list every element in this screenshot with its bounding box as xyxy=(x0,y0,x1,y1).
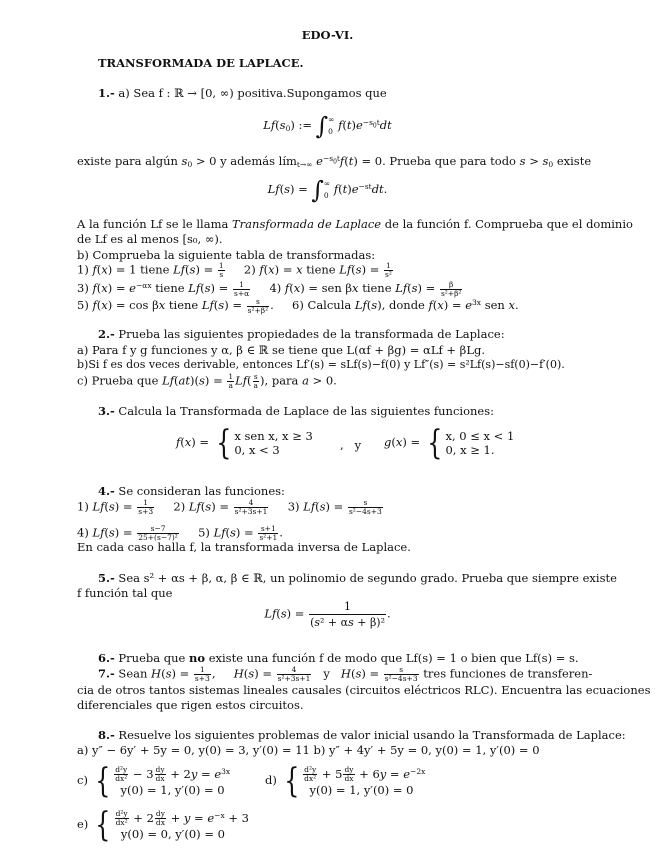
problem-2b: b)Si f es dos veces derivable, entonces Lf′(s) = sLf(s)−f(0) y Lf″(s) = s²Lf(s)−sf(0)−f′(0). xyxy=(77,358,565,371)
problem-1-intro xyxy=(98,86,387,101)
piecewise-g: g(x) = { x, 0 ≤ x < 1 0, x ≥ 1. xyxy=(384,423,515,463)
problem-5-intro: 5.- Sea s² + αs + β, α, β ∈ ℝ, un polinomio de segundo grado. Prueba que siempre existe xyxy=(98,571,617,585)
problem-5-line2: f función tal que xyxy=(77,586,173,600)
problem-6: 6.- Prueba que no existe una función f de modo que Lf(s) = 1 o bien que Lf(s) = s. xyxy=(98,651,579,665)
problem-1-line2: existe para algún $s_0 > 0$ y además lím$_{t\to\infty}$ $e^{-s_0t}f(t) = 0$. Prueba que para todo $s > s_0$ existe xyxy=(77,154,592,169)
problem-4-intro: 4.- Se consideran las funciones: xyxy=(98,484,285,498)
problem-4-row-2: 4) Lf(s) = $\frac{s-7}{\text{25+(s−7)²}}$ 5) Lf(s) = $\frac{s+1}{\text{s²+1}}$ . xyxy=(77,524,283,542)
problem-8d: d) { $\frac{\text{d²y}}{\text{dx²}}$ + 5 $\frac{dy}{dx}$ + $6y = e^{-2x}$ y(0) = 1, y′(0) = 0 xyxy=(265,761,426,801)
domain-statement: de Lf es al menos [s₀, ∞). xyxy=(77,232,223,246)
page-title: TRANSFORMADA DE LAPLACE. xyxy=(98,56,304,70)
problem-7-line2: cia de otros tantos sistemas lineales causales (circuitos eléctricos RLC). Encuentra las ecuaciones xyxy=(77,683,651,697)
problem-7-line3: diferenciales que rigen estos circuitos. xyxy=(77,698,304,712)
table-row-1: 1) f(x) = 1 tiene Lf(s) = $\frac{1}{s}$ 2) f(x) = x tiene Lf(s) = $\frac{1}{\text{s²}}$ xyxy=(77,261,392,279)
problem-2-intro: 2.- Prueba las siguientes propiedades de la transformada de Laplace: xyxy=(98,327,505,341)
table-row-3: 5) f(x) = cos βx tiene Lf(s) = $\frac{s}{\text{s²+β²}}$ . 6) Calcula Lf(s), donde $f(x) = e^{3x}$ sen x. xyxy=(77,296,519,315)
problem-number: 1.- xyxy=(98,86,115,100)
problem-7-intro: 7.- Sean H(s) = $\frac{1}{s+3}$ , H(s) = $\frac{4}{\text{s²+3s+1}}$ y H(s) = $\frac{s}{\text{s²−4s+3}}$ tres funciones de transferen- xyxy=(98,665,593,683)
problem-1a-text: a) Sea f : ℝ → [0, ∞) positiva.Supongamos que xyxy=(114,86,387,100)
formula-problem-5: Lf(s) = $\frac{1}{\text{(s² + αs + β)²}}$ . xyxy=(264,600,391,629)
problem-8c: c) { $\frac{\text{d²y}}{\text{dx²}}$ − 3 $\frac{dy}{dx}$ + $2y = e^{3x}$ y(0) = 1, y′(0) = 0 xyxy=(77,761,231,801)
laplace-definition: A la función Lf se le llama Transformada de Laplace de la función f. Comprueba que el dominio xyxy=(77,217,633,231)
formula-lf-s0: $Lf(s_0)$ := ∫∞ 0 $f(t)e^{-s_0t}dt$ xyxy=(263,111,392,140)
problem-2c: c) Prueba que Lf(at)(s) = $\frac{1}{a}$ Lf( $\frac{s}{a}$ ), para a > 0. xyxy=(77,372,337,390)
problem-2a: a) Para f y g funciones y α, β ∈ ℝ se tiene que L(αf + βg) = αLf + βLg. xyxy=(77,343,485,357)
formula-lf-s: Lf(s) = ∫∞ 0 $f(t)e^{-st}dt$. xyxy=(267,175,388,204)
problem-8ab: a) y″ − 6y′ + 5y = 0, y(0) = 3, y′(0) = 11 b) y″ + 4y′ + 5y = 0, y(0) = 1, y′(0) = 0 xyxy=(77,743,540,757)
and-word: , y xyxy=(340,438,362,452)
problem-1b-intro: b) Comprueba la siguiente tabla de transformadas: xyxy=(77,248,376,262)
problem-8e: e) { $\frac{\text{d²y}}{\text{dx²}}$ + 2 $\frac{dy}{dx}$ + $y = e^{-x} + 3$ y(0) = 0, y′(0) = 0 xyxy=(77,805,249,845)
problem-4-closing: En cada caso halla f, la transformada inversa de Laplace. xyxy=(77,540,411,554)
piecewise-f: f(x) = { x sen x, x ≥ 3 0, x < 3 xyxy=(176,423,313,463)
problem-4-row-1: 1) Lf(s) = $\frac{1}{s+3}$ 2) Lf(s) = $\frac{4}{\text{s²+3s+1}}$ 3) Lf(s) = $\frac{s}{\text{s²−4s+3}}$ xyxy=(77,498,382,516)
course-code: EDO-VI. xyxy=(301,28,354,42)
problem-8-intro: 8.- Resuelve los siguientes problemas de valor inicial usando la Transformada de Laplace: xyxy=(98,728,626,742)
table-row-2: 3) $f(x) = e^{-\alpha x}$ tiene Lf(s) = $\frac{1}{s+\alpha}$ 4) f(x) = sen βx tiene Lf(s) = $\frac{\beta}{\text{s²+β²}}$ xyxy=(77,279,462,298)
problem-3-intro: 3.- Calcula la Transformada de Laplace de las siguientes funciones: xyxy=(98,404,494,418)
